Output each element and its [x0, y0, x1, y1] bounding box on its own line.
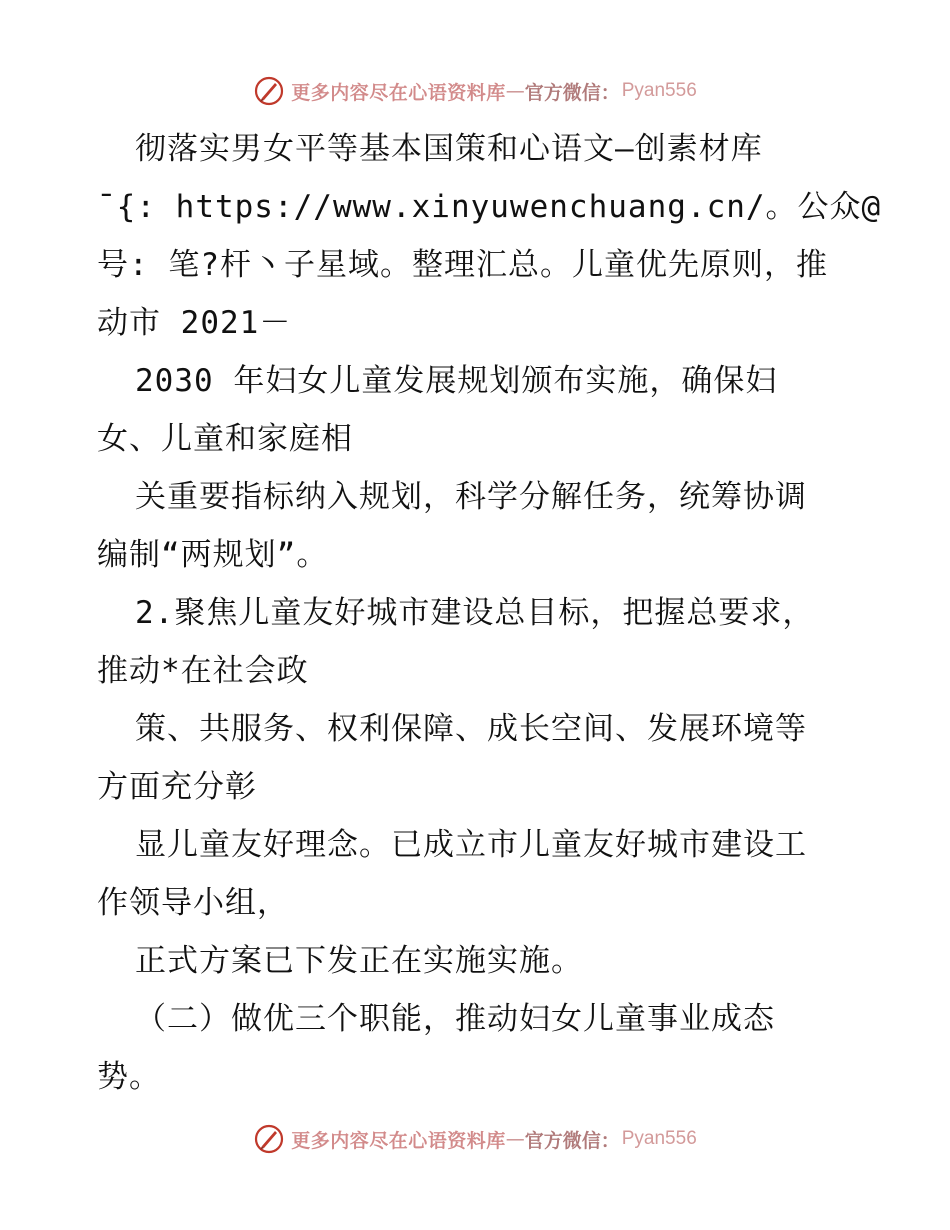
watermark-id: Pyan556: [621, 80, 697, 101]
body-line: 女、儿童和家庭相: [97, 421, 353, 457]
body-line: 编制“两规划”。: [97, 537, 329, 573]
quill-seal-logo-icon: [253, 75, 285, 107]
watermark-label: 官方微信：: [524, 1129, 620, 1152]
watermark-main-text: 更多内容尽在心语资料库: [291, 81, 506, 104]
body-line: 正式方案已下发正在实施实施。: [135, 943, 583, 979]
body-line: 势。: [97, 1059, 161, 1095]
body-line: （二）做优三个职能，推动妇女儿童事业成态: [135, 1001, 775, 1037]
body-line: 动市 2021－: [97, 305, 292, 341]
quill-seal-logo-icon: [253, 1123, 285, 1155]
watermark-header: [0, 71, 950, 111]
watermark-main-text: 更多内容尽在心语资料库: [291, 1129, 506, 1152]
body-line: 方面充分彰: [97, 769, 257, 805]
body-line: 2030 年妇女儿童发展规划颁布实施，确保妇: [135, 363, 778, 399]
body-line: 彻落实男女平等基本国策和心语文—创素材库: [135, 131, 763, 167]
body-line: 2.聚焦儿童友好城市建设总目标，把握总要求，: [135, 595, 815, 631]
body-line: 关重要指标纳入规划，科学分解任务，统筹协调: [135, 479, 807, 515]
document-body: [97, 120, 882, 1106]
body-line: 推动*在社会政: [97, 653, 309, 689]
watermark-label: 官方微信：: [524, 81, 620, 104]
body-line: 号: 笔?杆丶子星域。整理汇总。儿童优先原则，推: [97, 247, 828, 283]
watermark-footer: [0, 1119, 950, 1159]
watermark-id: Pyan556: [621, 1128, 697, 1149]
body-line: 显儿童友好理念。已成立市儿童友好城市建设工: [135, 827, 807, 863]
body-line: 策、共服务、权利保障、成长空间、发展环境等: [135, 711, 807, 747]
body-line: 作领导小组，: [97, 885, 289, 921]
watermark-separator: —: [505, 1128, 525, 1150]
watermark-separator: —: [505, 80, 525, 102]
body-line: ¯{: https://www.xinyuwenchuang.cn/。公众@: [97, 189, 882, 225]
